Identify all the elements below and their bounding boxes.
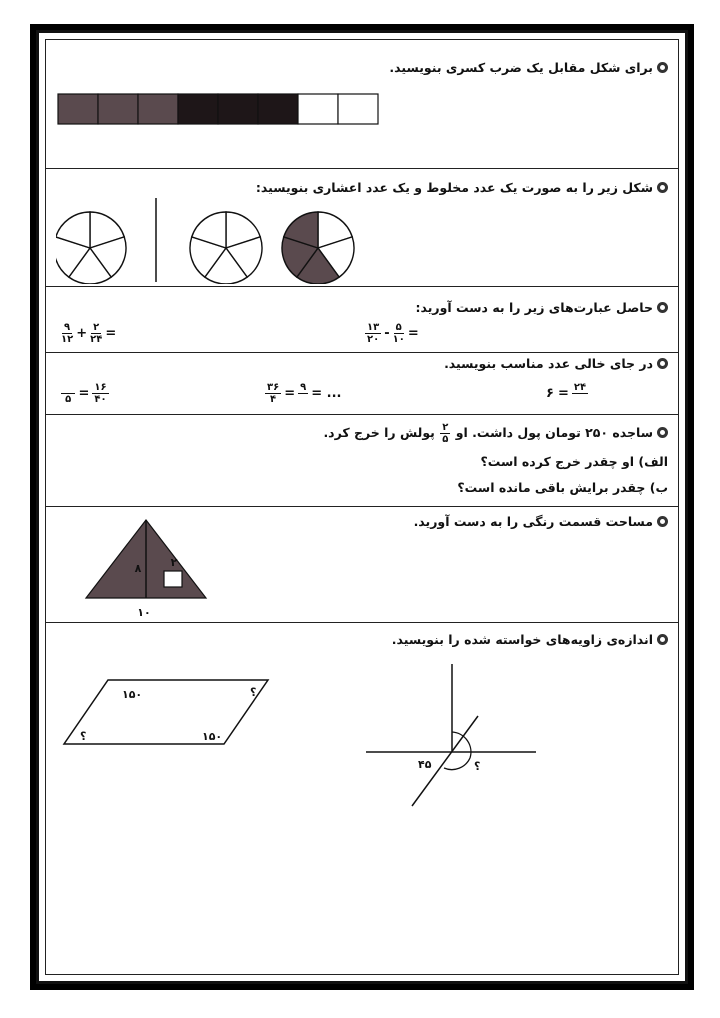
white-square [164, 571, 182, 587]
angle-45-label: ۴۵ [418, 758, 432, 771]
blank-expression-1: ۵ = $\frac{۱۶}{۴۰}$ [60, 382, 110, 405]
question-5b: ب) چقدر برایش باقی مانده است؟ [457, 480, 668, 495]
height-label: ۸ [134, 562, 142, 575]
angle-top-left: ۱۵۰ [122, 688, 143, 701]
angle-top-right: ؟ [250, 686, 257, 699]
blank-expression-3: ۶ = ۲۴ [546, 382, 587, 401]
question-6-text: مساحت قسمت رنگی را به دست آورید. [414, 514, 668, 529]
question-1-text: برای شکل مقابل یک ضرب کسری بنویسید. [389, 60, 668, 75]
parallelogram-figure [54, 672, 284, 762]
expression-2: $\frac{۱۳}{۲۰}$ - $\frac{۵}{۱۰}$ = [367, 322, 419, 345]
square-label: ۲ [170, 556, 178, 569]
strip-cell [58, 94, 98, 124]
expression-1: $\frac{۹}{۱۲}$ + $\frac{۲}{۲۴}$ = [61, 322, 117, 345]
flower-bullet-icon [657, 62, 668, 73]
triangle-figure [76, 512, 216, 620]
question-7 [46, 622, 678, 982]
question-4-text: در جای خالی عدد مناسب بنویسید. [444, 356, 668, 371]
question-3 [46, 286, 678, 353]
fraction-strip [56, 92, 386, 126]
strip-cell [298, 94, 338, 124]
question-5a: الف) او چقدر خرج کرده است؟ [480, 454, 668, 469]
strip-cell [98, 94, 138, 124]
flower-bullet-icon [657, 634, 668, 645]
angle-bottom-right: ۱۵۰ [202, 730, 223, 743]
flower-bullet-icon [657, 358, 668, 369]
strip-cell [138, 94, 178, 124]
flower-bullet-icon [657, 302, 668, 313]
flower-bullet-icon [657, 182, 668, 193]
angle-bottom-left: ؟ [80, 730, 87, 743]
question-6 [46, 506, 678, 623]
question-3-text: حاصل عبارت‌های زیر را به دست آورید: [416, 300, 668, 315]
question-4 [46, 352, 678, 415]
blank-expression-2: $\frac{۳۶}{۴}$ = ۹ = ... [267, 382, 342, 405]
base-label: ۱۰ [137, 606, 151, 619]
strip-cell [218, 94, 258, 124]
angle-arc-right [452, 732, 471, 758]
question-5 [46, 414, 678, 507]
strip-cell [258, 94, 298, 124]
flower-bullet-icon [657, 427, 668, 438]
worksheet-page [36, 30, 688, 984]
strip-cell [338, 94, 378, 124]
question-5-text: ساجده ۲۵۰ تومان پول داشت. او $\frac{۲}{۵}$ پولش را خرج کرد. [323, 422, 668, 445]
strip-cell [178, 94, 218, 124]
pie-circles [56, 188, 376, 284]
parallelogram [64, 680, 268, 744]
worksheet-frame [45, 39, 679, 975]
question-2 [46, 168, 678, 287]
question-2-text: شکل زیر را به صورت یک عدد مخلوط و یک عدد اعشاری بنویسید: [256, 180, 668, 195]
angle-unknown-label: ؟ [474, 760, 481, 773]
flower-bullet-icon [657, 516, 668, 527]
question-7-text: اندازه‌ی زاویه‌های خواسته شده را بنویسید. [392, 632, 668, 647]
angle-arc-bottom [444, 758, 470, 770]
question-1 [46, 40, 678, 169]
intersecting-lines-figure [366, 662, 546, 812]
